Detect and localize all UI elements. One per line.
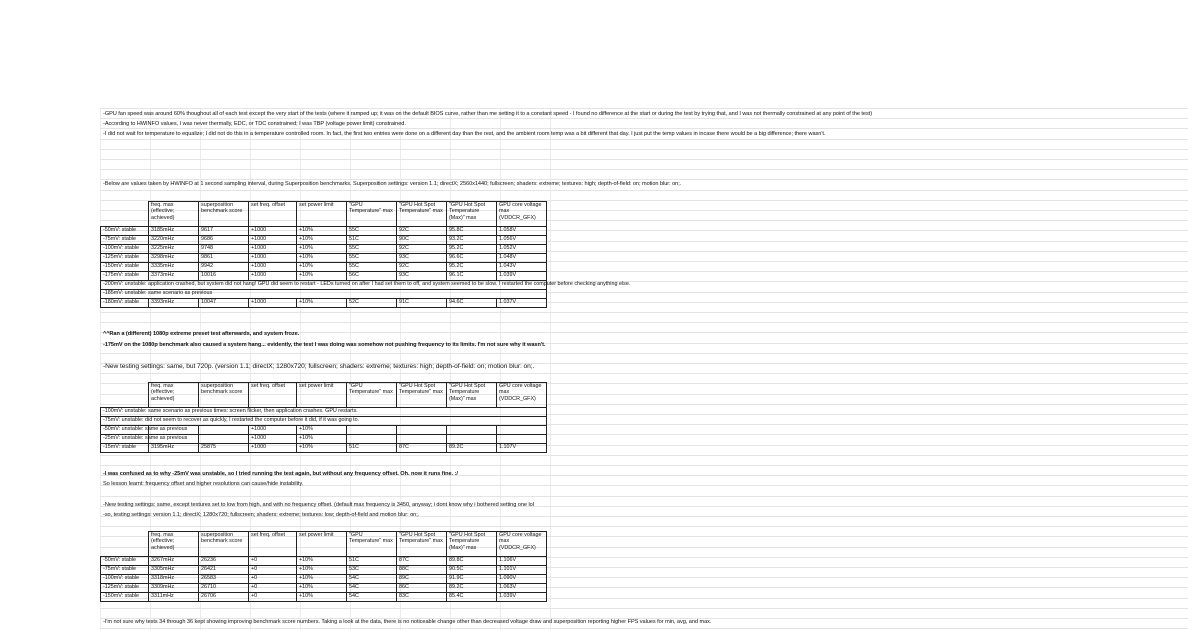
table-cell: 55C (347, 254, 397, 263)
row-label: -15mV: stable (101, 444, 149, 453)
grid-line (100, 169, 1188, 170)
table-cell: +1000 (249, 299, 297, 308)
table-cell (397, 426, 447, 435)
results-table-3 (100, 531, 547, 602)
column-header: set freq. offset (249, 202, 297, 227)
table-cell (199, 435, 249, 444)
note-fan-speed: -GPU fan speed was around 60% thoughout all of each test except the very start of the tests (where it ramped up; it was on the default BIOS curve, rather than me setting it to a constant speed - I found no difference at the start or during the test by trying that, and I was not thermally constrained at any point of the test) (103, 111, 873, 117)
table-cell: 10016 (199, 272, 249, 281)
table-cell: 3373mHz (149, 272, 199, 281)
table-cell: 55C (347, 245, 397, 254)
table-cell: 93C (397, 254, 447, 263)
table-cell: 55C (347, 263, 397, 272)
table-cell: +10% (297, 254, 347, 263)
row-label: -100mV: stable (101, 245, 149, 254)
row-label: -175mV: stable (101, 272, 149, 281)
header-blank-cell (101, 532, 149, 557)
table-cell (199, 426, 249, 435)
table-cell: 3185mHz (149, 227, 199, 236)
table-cell: +10% (297, 593, 347, 602)
table-cell: 25875 (199, 444, 249, 453)
table-row (101, 254, 547, 263)
table-cell: 51C (347, 236, 397, 245)
table-cell: +10% (297, 272, 347, 281)
table-cell: +10% (297, 227, 347, 236)
table-cell: +1000 (249, 236, 297, 245)
column-header: "GPU Hot Spot Temperature" max (397, 532, 447, 557)
column-header: "GPU Temperature" max (347, 383, 397, 408)
table-cell: +1000 (249, 272, 297, 281)
column-header: "GPU Temperature" max (347, 202, 397, 227)
table-cell: 92C (397, 263, 447, 272)
table-cell: +0 (249, 566, 297, 575)
table-cell: 3220mHz (149, 236, 199, 245)
table-cell: 26236 (199, 557, 249, 566)
table-cell: +0 (249, 584, 297, 593)
table-cell: +10% (297, 557, 347, 566)
table-cell: +0 (249, 593, 297, 602)
grid-line (100, 118, 1188, 119)
grid-line (100, 108, 1188, 109)
row-label: -50mV: unstable: same as previous (101, 426, 149, 435)
row-label: -180mV: stable (101, 299, 149, 308)
grid-line (100, 353, 1188, 354)
table-cell: +10% (297, 444, 347, 453)
table-cell: 10047 (199, 299, 249, 308)
table-cell: 1.052V (497, 245, 547, 254)
table-cell: 1.063V (497, 584, 547, 593)
table-cell: 90.5C (447, 566, 497, 575)
table-cell: 85.4C (447, 593, 497, 602)
table-cell: 1.101V (497, 566, 547, 575)
column-header: "GPU Temperature" max (347, 532, 397, 557)
table-row (101, 227, 547, 236)
table-cell: 93.2C (447, 236, 497, 245)
row-label: -185mV: unstable: same scenario as previous (101, 290, 547, 299)
table-cell: 56C (347, 272, 397, 281)
table-cell (497, 435, 547, 444)
grid-line (100, 139, 1188, 140)
table-cell: 92C (397, 245, 447, 254)
row-label: -100mV: unstable: same scenario as previous times: screen flicker, then application crashes. GPU restarts. (101, 408, 547, 417)
header-blank-cell (101, 383, 149, 408)
row-label: -50mV: stable (101, 557, 149, 566)
table-header-row (101, 532, 547, 557)
grid-line (100, 322, 1188, 323)
table-cell: 3305mHz (149, 566, 199, 575)
note-1080p-hang: -175mV on the 1080p benchmark also caused a system hang... evidently, the test I was doing was somehow not pushing frequency to its limits. I'm not sure why it wasn't. (103, 342, 546, 348)
table-cell: +0 (249, 557, 297, 566)
table-row (101, 299, 547, 308)
table-cell: 88C (397, 566, 447, 575)
header-blank-cell (101, 202, 149, 227)
column-header: superposition benchmark score (199, 532, 249, 557)
column-header: set power limit (297, 532, 347, 557)
table-cell: 1.043V (497, 263, 547, 272)
table-cell: 95.2C (447, 245, 497, 254)
column-header: freq. max (effective; achieved) (149, 383, 199, 408)
table-cell: 1.039V (497, 593, 547, 602)
table-cell: +10% (297, 245, 347, 254)
table-cell: 90C (397, 236, 447, 245)
table-cell: 95.2C (447, 263, 497, 272)
table-row (101, 272, 547, 281)
table-cell: 89.8C (447, 557, 497, 566)
table-cell: +1000 (249, 435, 297, 444)
table-cell: +10% (297, 584, 347, 593)
table-cell: 92C (397, 227, 447, 236)
grid-line (100, 526, 1188, 527)
table-row (101, 263, 547, 272)
column-header: "GPU Hot Spot Temperature (Max)" max (447, 532, 497, 557)
table-cell: 9617 (199, 227, 249, 236)
table-cell: 91.9C (447, 575, 497, 584)
table-cell: 3267mHz (149, 557, 199, 566)
grid-line (100, 190, 1188, 191)
note-testing-settings: -so, testing settings: version 1.1; directX; 1280x720; fullscreen; shaders: extreme; textures: low; depth-of-field and motion blur: on;. (103, 512, 420, 518)
grid-line (100, 128, 1188, 129)
grid-line (100, 455, 1188, 456)
table-row (101, 566, 547, 575)
row-label: -100mV: stable (101, 575, 149, 584)
table-cell: 1.090V (497, 575, 547, 584)
table-cell: 9686 (199, 236, 249, 245)
note-final: -I'm not sure why tests 34 through 36 kept showing improving benchmark score numbers. Taking a look at the data, there is no noticeable change other than decreased voltage draw and superposition reporting higher FPS values for min, avg, and max. (103, 619, 712, 625)
table-cell: 9942 (199, 263, 249, 272)
table-row (101, 435, 547, 444)
results-table-2 (100, 382, 547, 453)
grid-line (100, 312, 1188, 313)
grid-line (100, 149, 1188, 150)
note-720p-settings: -New testing settings: same, but 720p. (version 1.1; directX; 1280x720; fullscreen; shaders: extreme; textures: high; depth-of-field: on; motion blur: on;. (103, 363, 535, 370)
table-cell: 3298mHz (149, 254, 199, 263)
table-cell: 87C (397, 444, 447, 453)
table-cell: 1.037V (497, 299, 547, 308)
table-cell: +10% (297, 426, 347, 435)
column-header: set power limit (297, 383, 347, 408)
table-cell: +10% (297, 566, 347, 575)
table-cell (497, 426, 547, 435)
column-header: superposition benchmark score (199, 202, 249, 227)
column-header: superposition benchmark score (199, 383, 249, 408)
table-row (101, 575, 547, 584)
table-cell: 95.8C (447, 227, 497, 236)
note-constraints: -According to HWINFO values, I was never thermally, EDC, or TDC constrained; I was TBP (voltage power limit) constrained. (103, 121, 406, 127)
table-row (101, 281, 547, 290)
table-cell: +10% (297, 299, 347, 308)
column-header: set freq. offset (249, 532, 297, 557)
column-header: GPU core voltage max (VDDCR_GFX) (497, 383, 547, 408)
row-label: -150mV: stable (101, 593, 149, 602)
table-cell: 1.048V (497, 254, 547, 263)
column-header: "GPU Hot Spot Temperature (Max)" max (447, 202, 497, 227)
table-cell: +1000 (249, 426, 297, 435)
note-1080p-freeze: ^^Ran a (different) 1080p extreme preset test afterwards, and system froze. (103, 331, 300, 337)
grid-line (100, 496, 1188, 497)
table-cell: 3393mHz (149, 299, 199, 308)
note-lesson: So lesson learnt: frequency offset and higher resolutions can cause/hide instability. (103, 481, 304, 487)
grid-line (100, 373, 1188, 374)
table-row (101, 290, 547, 299)
table-cell: 54C (347, 584, 397, 593)
table-row (101, 245, 547, 254)
table-row (101, 408, 547, 417)
table-cell: 54C (347, 593, 397, 602)
table-cell (347, 435, 397, 444)
table-cell: 55C (347, 227, 397, 236)
table-cell: 87C (397, 557, 447, 566)
column-header: set freq. offset (249, 383, 297, 408)
table-row (101, 417, 547, 426)
column-header: freq. max (effective; achieved) (149, 532, 199, 557)
table-cell (397, 435, 447, 444)
table-cell: 1.056V (497, 236, 547, 245)
table-cell: 3311mHz (149, 593, 199, 602)
table-cell: 89.2C (447, 444, 497, 453)
table-row (101, 593, 547, 602)
table-cell: +1000 (249, 254, 297, 263)
table-cell: 93C (397, 272, 447, 281)
table-cell: 3335mHz (149, 263, 199, 272)
table-cell: 26710 (199, 584, 249, 593)
table-cell: +1000 (249, 245, 297, 254)
column-header: "GPU Hot Spot Temperature" max (397, 383, 447, 408)
note-hwinfo-settings: -Below are values taken by HWINFO at 1 second sampling interval, during Superposition benchmarks. Superposition settings: version 1.1; directX; 2560x1440; fullscreen; shaders: extreme; textures: high; depth-of-field: on; motion blur: on;. (103, 181, 682, 187)
grid-line (100, 179, 1188, 180)
table-cell: 53C (347, 566, 397, 575)
table-cell: +1000 (249, 227, 297, 236)
table-cell: +0 (249, 575, 297, 584)
column-header: set power limit (297, 202, 347, 227)
row-label: -150mV: stable (101, 263, 149, 272)
table-cell (447, 435, 497, 444)
table-cell: 96.1C (447, 272, 497, 281)
row-label: -25mV: unstable: same as previous (101, 435, 149, 444)
table-cell: 51C (347, 444, 397, 453)
table-cell: 51C (347, 557, 397, 566)
grid-line (100, 628, 1188, 629)
table-cell: 52C (347, 299, 397, 308)
table-cell: +1000 (249, 444, 297, 453)
table-cell: 9861 (199, 254, 249, 263)
table-cell: 9748 (199, 245, 249, 254)
table-header-row (101, 383, 547, 408)
table-cell (447, 426, 497, 435)
note-25mv-confusion: -I was confused as to why -25mV was unstable, so I tried running the test again, but without any frequency offset. Oh. now it runs fine. :/ (103, 471, 458, 477)
table-cell: 89.2C (447, 584, 497, 593)
table-cell: 89C (397, 575, 447, 584)
row-label: -50mV: stable (101, 227, 149, 236)
grid-line (100, 159, 1188, 160)
table-cell: 1.107V (497, 444, 547, 453)
table-row (101, 426, 547, 435)
table-cell: 3318mHz (149, 575, 199, 584)
table-cell (347, 426, 397, 435)
row-label: -125mV: stable (101, 254, 149, 263)
table-cell: 91C (397, 299, 447, 308)
table-cell: 1.039V (497, 272, 547, 281)
table-row (101, 557, 547, 566)
table-cell: 3225mHz (149, 245, 199, 254)
row-label: -75mV: stable (101, 236, 149, 245)
column-header: freq. max (effective; achieved) (149, 202, 199, 227)
table-cell: 3195mHz (149, 444, 199, 453)
table-cell: +10% (297, 575, 347, 584)
table-row (101, 236, 547, 245)
table-cell: 83C (397, 593, 447, 602)
table-cell: 96.6C (447, 254, 497, 263)
table-cell: 1.106V (497, 557, 547, 566)
column-header: GPU core voltage max (VDDCR_GFX) (497, 202, 547, 227)
note-temperature: -I did not wait for temperature to equalize; I did not do this in a temperature controlled room. In fact, the first two entries were done on a different day than the rest, and the ambient room temp was a bit different that day. I just put the temp values in incase there would be a big difference; there wasn't. (103, 131, 826, 137)
results-table-1 (100, 201, 631, 308)
table-header-row (101, 202, 547, 227)
grid-line (100, 465, 1188, 466)
table-row (101, 584, 547, 593)
note-texture-settings: -New testing settings: same, except textures set to low from high, and with no frequency offset. (default max frequency is 3450, anyway; i dont know why i bothered setting one lol (103, 502, 534, 508)
table-cell: +1000 (249, 263, 297, 272)
column-header: "GPU Hot Spot Temperature" max (397, 202, 447, 227)
table-cell: 26583 (199, 575, 249, 584)
row-label: -125mV: stable (101, 584, 149, 593)
table-cell: +10% (297, 263, 347, 272)
table-cell: +10% (297, 236, 347, 245)
column-header: "GPU Hot Spot Temperature (Max)" max (447, 383, 497, 408)
grid-line (100, 608, 1188, 609)
table-row (101, 444, 547, 453)
table-cell: 26706 (199, 593, 249, 602)
row-label: -75mV: stable (101, 566, 149, 575)
table-cell: 1.058V (497, 227, 547, 236)
table-cell: 3309mHz (149, 584, 199, 593)
table-cell: 26421 (199, 566, 249, 575)
row-label: -75mV: unstable: did not seem to recover as quickly, I restarted the computer before it did, if it was going to. (101, 417, 547, 426)
table-cell: 86C (397, 584, 447, 593)
row-label: -200mV: unstable: application crashed, but system did not hang! GPU did seem to restart - LEDs turned on after I had set them to off, and system seemed to be slow. I restarted the computer before checking anything else. (101, 281, 547, 290)
table-cell: 54C (347, 575, 397, 584)
table-cell: +10% (297, 435, 347, 444)
table-cell: 94.6C (447, 299, 497, 308)
column-header: GPU core voltage max (VDDCR_GFX) (497, 532, 547, 557)
